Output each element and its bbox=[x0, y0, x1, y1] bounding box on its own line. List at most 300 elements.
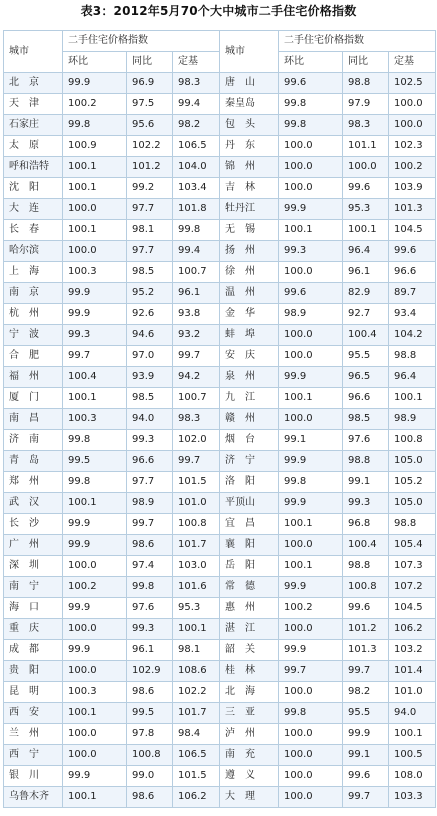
city-cell: 深 圳 bbox=[4, 556, 63, 577]
base-cell: 99.8 bbox=[173, 220, 220, 241]
table-row bbox=[4, 241, 436, 262]
city-cell: 九 江 bbox=[220, 388, 279, 409]
yoy-cell: 97.7 bbox=[127, 472, 173, 493]
mom-cell: 99.9 bbox=[63, 640, 127, 661]
mom-cell: 100.0 bbox=[279, 325, 343, 346]
yoy-cell: 98.5 bbox=[127, 262, 173, 283]
mom-cell: 100.3 bbox=[63, 409, 127, 430]
city-cell: 西 安 bbox=[4, 703, 63, 724]
mom-cell: 99.6 bbox=[279, 283, 343, 304]
city-cell: 大 理 bbox=[220, 787, 279, 808]
city-cell: 长 春 bbox=[4, 220, 63, 241]
base-cell: 104.5 bbox=[389, 598, 436, 619]
table-row bbox=[4, 493, 436, 514]
city-cell: 成 都 bbox=[4, 640, 63, 661]
mom-cell: 100.0 bbox=[63, 199, 127, 220]
base-cell: 101.0 bbox=[389, 682, 436, 703]
yoy-cell: 98.8 bbox=[343, 73, 389, 94]
yoy-cell: 98.5 bbox=[343, 409, 389, 430]
city-cell: 遵 义 bbox=[220, 766, 279, 787]
city-cell: 韶 关 bbox=[220, 640, 279, 661]
city-cell: 济 南 bbox=[4, 430, 63, 451]
mom-cell: 100.1 bbox=[63, 178, 127, 199]
city-cell: 秦皇岛 bbox=[220, 94, 279, 115]
base-cell: 104.5 bbox=[389, 220, 436, 241]
table-title: 表3：2012年5月70个大中城市二手住宅价格指数 bbox=[80, 4, 357, 18]
base-cell: 108.0 bbox=[389, 766, 436, 787]
yoy-cell: 97.7 bbox=[127, 199, 173, 220]
city-cell: 西 宁 bbox=[4, 745, 63, 766]
city-cell: 郑 州 bbox=[4, 472, 63, 493]
city-cell: 杭 州 bbox=[4, 304, 63, 325]
base-cell: 100.2 bbox=[389, 157, 436, 178]
base-cell: 98.8 bbox=[389, 346, 436, 367]
table-row bbox=[4, 262, 436, 283]
base-cell: 100.1 bbox=[389, 388, 436, 409]
base-cell: 98.1 bbox=[173, 640, 220, 661]
mom-cell: 100.0 bbox=[279, 619, 343, 640]
mom-cell: 99.5 bbox=[63, 451, 127, 472]
mom-cell: 99.7 bbox=[63, 346, 127, 367]
city-cell: 平顶山 bbox=[220, 493, 279, 514]
yoy-cell: 93.9 bbox=[127, 367, 173, 388]
base-cell: 101.5 bbox=[173, 472, 220, 493]
mom-cell: 99.9 bbox=[63, 535, 127, 556]
city-cell: 太 原 bbox=[4, 136, 63, 157]
base-cell: 100.5 bbox=[389, 745, 436, 766]
yoy-cell: 99.1 bbox=[343, 472, 389, 493]
mom-cell: 100.0 bbox=[63, 745, 127, 766]
mom-cell: 100.2 bbox=[63, 94, 127, 115]
city-column-header: 城市 bbox=[4, 31, 63, 73]
yoy-cell: 95.5 bbox=[343, 346, 389, 367]
base-cell: 108.6 bbox=[173, 661, 220, 682]
table-row bbox=[4, 661, 436, 682]
base-cell: 96.6 bbox=[389, 262, 436, 283]
city-cell: 无 锡 bbox=[220, 220, 279, 241]
yoy-cell: 95.2 bbox=[127, 283, 173, 304]
city-cell: 赣 州 bbox=[220, 409, 279, 430]
base-cell: 98.2 bbox=[173, 115, 220, 136]
yoy-cell: 99.7 bbox=[343, 661, 389, 682]
base-cell: 103.0 bbox=[173, 556, 220, 577]
table-row bbox=[4, 745, 436, 766]
yoy-cell: 96.1 bbox=[127, 640, 173, 661]
yoy-cell: 99.1 bbox=[343, 745, 389, 766]
base-cell: 105.4 bbox=[389, 535, 436, 556]
yoy-cell: 82.9 bbox=[343, 283, 389, 304]
city-cell: 扬 州 bbox=[220, 241, 279, 262]
base-cell: 98.4 bbox=[173, 724, 220, 745]
table-row bbox=[4, 703, 436, 724]
base-cell: 89.7 bbox=[389, 283, 436, 304]
city-cell: 呼和浩特 bbox=[4, 157, 63, 178]
mom-cell: 100.2 bbox=[279, 598, 343, 619]
yoy-cell: 95.6 bbox=[127, 115, 173, 136]
table-row bbox=[4, 682, 436, 703]
city-cell: 南 充 bbox=[220, 745, 279, 766]
base-cell: 106.2 bbox=[389, 619, 436, 640]
city-cell: 合 肥 bbox=[4, 346, 63, 367]
city-cell: 兰 州 bbox=[4, 724, 63, 745]
mom-cell: 100.1 bbox=[279, 388, 343, 409]
table-body bbox=[4, 73, 436, 808]
base-cell: 99.7 bbox=[173, 346, 220, 367]
mom-cell: 100.0 bbox=[279, 178, 343, 199]
mom-cell: 98.9 bbox=[279, 304, 343, 325]
mom-cell: 99.9 bbox=[279, 577, 343, 598]
yoy-cell: 100.8 bbox=[127, 745, 173, 766]
base-cell: 98.3 bbox=[173, 73, 220, 94]
base-cell: 100.8 bbox=[389, 430, 436, 451]
yoy-cell: 98.6 bbox=[127, 682, 173, 703]
table-row bbox=[4, 724, 436, 745]
city-cell: 乌鲁木齐 bbox=[4, 787, 63, 808]
yoy-cell: 95.5 bbox=[343, 703, 389, 724]
yoy-cell: 99.6 bbox=[343, 598, 389, 619]
base-cell: 103.2 bbox=[389, 640, 436, 661]
table-row bbox=[4, 430, 436, 451]
mom-cell: 100.1 bbox=[63, 157, 127, 178]
yoy-cell: 98.8 bbox=[343, 451, 389, 472]
yoy-cell: 99.6 bbox=[343, 766, 389, 787]
index-group-header: 二手住宅价格指数 bbox=[63, 31, 220, 52]
table-row bbox=[4, 199, 436, 220]
city-cell: 上 海 bbox=[4, 262, 63, 283]
city-cell: 蚌 埠 bbox=[220, 325, 279, 346]
base-cell: 101.4 bbox=[389, 661, 436, 682]
mom-cell: 100.0 bbox=[279, 262, 343, 283]
city-cell: 唐 山 bbox=[220, 73, 279, 94]
base-cell: 101.0 bbox=[173, 493, 220, 514]
table-row bbox=[4, 451, 436, 472]
mom-cell: 100.3 bbox=[63, 262, 127, 283]
table-row bbox=[4, 157, 436, 178]
mom-cell: 99.8 bbox=[279, 472, 343, 493]
table-row bbox=[4, 640, 436, 661]
base-cell: 101.6 bbox=[173, 577, 220, 598]
yoy-cell: 99.5 bbox=[127, 703, 173, 724]
yoy-cell: 99.9 bbox=[343, 724, 389, 745]
table-row bbox=[4, 556, 436, 577]
base-cell: 95.3 bbox=[173, 598, 220, 619]
base-column-header: 定基 bbox=[173, 52, 220, 73]
base-cell: 106.5 bbox=[173, 136, 220, 157]
city-cell: 安 庆 bbox=[220, 346, 279, 367]
yoy-cell: 98.5 bbox=[127, 388, 173, 409]
yoy-cell: 101.2 bbox=[127, 157, 173, 178]
base-cell: 100.1 bbox=[173, 619, 220, 640]
mom-cell: 100.0 bbox=[279, 682, 343, 703]
mom-cell: 99.8 bbox=[63, 430, 127, 451]
price-index-table bbox=[3, 30, 436, 808]
mom-cell: 99.8 bbox=[63, 472, 127, 493]
mom-cell: 100.0 bbox=[279, 787, 343, 808]
yoy-cell: 99.7 bbox=[343, 787, 389, 808]
table-row bbox=[4, 535, 436, 556]
city-cell: 三 亚 bbox=[220, 703, 279, 724]
base-cell: 101.5 bbox=[173, 766, 220, 787]
city-cell: 昆 明 bbox=[4, 682, 63, 703]
mom-cell: 100.0 bbox=[63, 724, 127, 745]
table-row bbox=[4, 346, 436, 367]
yoy-cell: 100.4 bbox=[343, 535, 389, 556]
city-cell: 丹 东 bbox=[220, 136, 279, 157]
mom-cell: 99.9 bbox=[279, 451, 343, 472]
base-cell: 104.2 bbox=[389, 325, 436, 346]
yoy-cell: 97.0 bbox=[127, 346, 173, 367]
base-cell: 102.0 bbox=[173, 430, 220, 451]
yoy-cell: 98.1 bbox=[127, 220, 173, 241]
mom-cell: 99.9 bbox=[279, 199, 343, 220]
yoy-cell: 99.7 bbox=[127, 514, 173, 535]
base-cell: 94.0 bbox=[389, 703, 436, 724]
yoy-cell: 99.3 bbox=[343, 493, 389, 514]
mom-cell: 99.7 bbox=[279, 661, 343, 682]
mom-cell: 100.1 bbox=[279, 556, 343, 577]
base-cell: 96.4 bbox=[389, 367, 436, 388]
city-cell: 徐 州 bbox=[220, 262, 279, 283]
mom-cell: 100.0 bbox=[279, 766, 343, 787]
base-cell: 93.4 bbox=[389, 304, 436, 325]
mom-cell: 100.1 bbox=[63, 493, 127, 514]
mom-cell: 100.1 bbox=[279, 514, 343, 535]
city-cell: 烟 台 bbox=[220, 430, 279, 451]
city-cell: 常 德 bbox=[220, 577, 279, 598]
yoy-column-header: 同比 bbox=[127, 52, 173, 73]
city-cell: 湛 江 bbox=[220, 619, 279, 640]
city-cell: 南 昌 bbox=[4, 409, 63, 430]
mom-cell: 100.0 bbox=[279, 157, 343, 178]
mom-cell: 99.8 bbox=[279, 94, 343, 115]
base-cell: 99.7 bbox=[173, 451, 220, 472]
yoy-cell: 99.0 bbox=[127, 766, 173, 787]
table-row bbox=[4, 94, 436, 115]
mom-cell: 100.0 bbox=[63, 556, 127, 577]
yoy-cell: 100.8 bbox=[343, 577, 389, 598]
city-cell: 包 头 bbox=[220, 115, 279, 136]
city-cell: 北 海 bbox=[220, 682, 279, 703]
yoy-cell: 92.7 bbox=[343, 304, 389, 325]
base-cell: 105.0 bbox=[389, 451, 436, 472]
base-cell: 103.3 bbox=[389, 787, 436, 808]
table-row bbox=[4, 766, 436, 787]
base-cell: 101.7 bbox=[173, 535, 220, 556]
base-cell: 101.7 bbox=[173, 703, 220, 724]
table-row bbox=[4, 283, 436, 304]
mom-cell: 100.1 bbox=[279, 220, 343, 241]
city-cell: 广 州 bbox=[4, 535, 63, 556]
city-cell: 南 宁 bbox=[4, 577, 63, 598]
city-column-header: 城市 bbox=[220, 31, 279, 73]
base-cell: 103.4 bbox=[173, 178, 220, 199]
table-header bbox=[4, 31, 436, 73]
yoy-cell: 96.9 bbox=[127, 73, 173, 94]
mom-cell: 100.3 bbox=[63, 682, 127, 703]
city-cell: 贵 阳 bbox=[4, 661, 63, 682]
base-cell: 93.8 bbox=[173, 304, 220, 325]
base-cell: 102.5 bbox=[389, 73, 436, 94]
yoy-cell: 98.6 bbox=[127, 787, 173, 808]
base-cell: 104.0 bbox=[173, 157, 220, 178]
mom-column-header: 环比 bbox=[279, 52, 343, 73]
yoy-cell: 100.0 bbox=[343, 157, 389, 178]
base-cell: 106.2 bbox=[173, 787, 220, 808]
base-cell: 98.3 bbox=[173, 409, 220, 430]
yoy-cell: 96.6 bbox=[343, 388, 389, 409]
yoy-cell: 99.6 bbox=[343, 178, 389, 199]
base-cell: 99.6 bbox=[389, 241, 436, 262]
city-cell: 桂 林 bbox=[220, 661, 279, 682]
yoy-cell: 97.7 bbox=[127, 241, 173, 262]
city-cell: 武 汉 bbox=[4, 493, 63, 514]
yoy-cell: 96.5 bbox=[343, 367, 389, 388]
yoy-cell: 97.5 bbox=[127, 94, 173, 115]
city-cell: 青 岛 bbox=[4, 451, 63, 472]
yoy-cell: 100.4 bbox=[343, 325, 389, 346]
city-cell: 海 口 bbox=[4, 598, 63, 619]
mom-cell: 99.9 bbox=[279, 640, 343, 661]
table-row bbox=[4, 73, 436, 94]
mom-cell: 100.0 bbox=[279, 136, 343, 157]
table-row bbox=[4, 409, 436, 430]
base-cell: 93.2 bbox=[173, 325, 220, 346]
mom-cell: 100.1 bbox=[63, 388, 127, 409]
table-row bbox=[4, 388, 436, 409]
city-cell: 银 川 bbox=[4, 766, 63, 787]
city-cell: 宁 波 bbox=[4, 325, 63, 346]
city-cell: 福 州 bbox=[4, 367, 63, 388]
mom-cell: 99.9 bbox=[63, 73, 127, 94]
yoy-cell: 96.6 bbox=[127, 451, 173, 472]
mom-cell: 100.0 bbox=[63, 619, 127, 640]
mom-cell: 100.0 bbox=[279, 535, 343, 556]
yoy-cell: 99.3 bbox=[127, 430, 173, 451]
table-row bbox=[4, 598, 436, 619]
base-cell: 96.1 bbox=[173, 283, 220, 304]
mom-cell: 100.2 bbox=[63, 577, 127, 598]
mom-cell: 100.1 bbox=[63, 703, 127, 724]
mom-cell: 99.9 bbox=[63, 598, 127, 619]
yoy-cell: 96.1 bbox=[343, 262, 389, 283]
mom-cell: 99.9 bbox=[63, 283, 127, 304]
base-cell: 101.8 bbox=[173, 199, 220, 220]
base-cell: 100.0 bbox=[389, 94, 436, 115]
base-cell: 99.4 bbox=[173, 94, 220, 115]
city-cell: 济 宁 bbox=[220, 451, 279, 472]
mom-cell: 99.8 bbox=[63, 115, 127, 136]
city-cell: 重 庆 bbox=[4, 619, 63, 640]
city-cell: 厦 门 bbox=[4, 388, 63, 409]
table-row bbox=[4, 619, 436, 640]
table-row bbox=[4, 367, 436, 388]
yoy-cell: 102.9 bbox=[127, 661, 173, 682]
base-cell: 100.8 bbox=[173, 514, 220, 535]
city-cell: 南 京 bbox=[4, 283, 63, 304]
base-cell: 100.7 bbox=[173, 262, 220, 283]
city-cell: 哈尔滨 bbox=[4, 241, 63, 262]
city-cell: 天 津 bbox=[4, 94, 63, 115]
yoy-cell: 96.4 bbox=[343, 241, 389, 262]
yoy-cell: 99.3 bbox=[127, 619, 173, 640]
base-cell: 107.3 bbox=[389, 556, 436, 577]
city-cell: 温 州 bbox=[220, 283, 279, 304]
mom-cell: 100.0 bbox=[279, 724, 343, 745]
city-cell: 北 京 bbox=[4, 73, 63, 94]
city-cell: 泉 州 bbox=[220, 367, 279, 388]
city-cell: 沈 阳 bbox=[4, 178, 63, 199]
yoy-cell: 97.6 bbox=[343, 430, 389, 451]
yoy-cell: 98.2 bbox=[343, 682, 389, 703]
base-cell: 98.9 bbox=[389, 409, 436, 430]
mom-cell: 100.0 bbox=[279, 346, 343, 367]
city-cell: 洛 阳 bbox=[220, 472, 279, 493]
base-cell: 105.0 bbox=[389, 493, 436, 514]
mom-cell: 99.9 bbox=[279, 367, 343, 388]
yoy-cell: 98.8 bbox=[343, 556, 389, 577]
base-column-header: 定基 bbox=[389, 52, 436, 73]
yoy-cell: 97.8 bbox=[127, 724, 173, 745]
yoy-cell: 94.6 bbox=[127, 325, 173, 346]
city-cell: 长 沙 bbox=[4, 514, 63, 535]
yoy-cell: 97.6 bbox=[127, 598, 173, 619]
city-cell: 泸 州 bbox=[220, 724, 279, 745]
mom-cell: 99.9 bbox=[279, 493, 343, 514]
base-cell: 105.2 bbox=[389, 472, 436, 493]
city-cell: 宜 昌 bbox=[220, 514, 279, 535]
mom-cell: 100.9 bbox=[63, 136, 127, 157]
yoy-cell: 100.1 bbox=[343, 220, 389, 241]
yoy-cell: 99.2 bbox=[127, 178, 173, 199]
mom-cell: 99.3 bbox=[279, 241, 343, 262]
mom-cell: 100.0 bbox=[63, 241, 127, 262]
base-cell: 94.2 bbox=[173, 367, 220, 388]
yoy-cell: 98.9 bbox=[127, 493, 173, 514]
mom-cell: 100.4 bbox=[63, 367, 127, 388]
mom-cell: 99.8 bbox=[279, 115, 343, 136]
city-cell: 大 连 bbox=[4, 199, 63, 220]
city-cell: 石家庄 bbox=[4, 115, 63, 136]
city-cell: 襄 阳 bbox=[220, 535, 279, 556]
table-row bbox=[4, 787, 436, 808]
yoy-cell: 98.3 bbox=[343, 115, 389, 136]
city-cell: 岳 阳 bbox=[220, 556, 279, 577]
table-row bbox=[4, 577, 436, 598]
yoy-cell: 96.8 bbox=[343, 514, 389, 535]
yoy-cell: 92.6 bbox=[127, 304, 173, 325]
yoy-cell: 97.9 bbox=[343, 94, 389, 115]
base-cell: 100.1 bbox=[389, 724, 436, 745]
base-cell: 100.7 bbox=[173, 388, 220, 409]
yoy-cell: 101.2 bbox=[343, 619, 389, 640]
city-cell: 锦 州 bbox=[220, 157, 279, 178]
mom-cell: 99.8 bbox=[279, 703, 343, 724]
yoy-cell: 94.0 bbox=[127, 409, 173, 430]
mom-cell: 99.6 bbox=[279, 73, 343, 94]
base-cell: 102.2 bbox=[173, 682, 220, 703]
table-row bbox=[4, 178, 436, 199]
yoy-cell: 101.1 bbox=[343, 136, 389, 157]
city-cell: 惠 州 bbox=[220, 598, 279, 619]
city-cell: 金 华 bbox=[220, 304, 279, 325]
city-cell: 牡丹江 bbox=[220, 199, 279, 220]
base-cell: 100.0 bbox=[389, 115, 436, 136]
table-row bbox=[4, 220, 436, 241]
base-cell: 103.9 bbox=[389, 178, 436, 199]
base-cell: 98.8 bbox=[389, 514, 436, 535]
table-row bbox=[4, 325, 436, 346]
table-row bbox=[4, 304, 436, 325]
